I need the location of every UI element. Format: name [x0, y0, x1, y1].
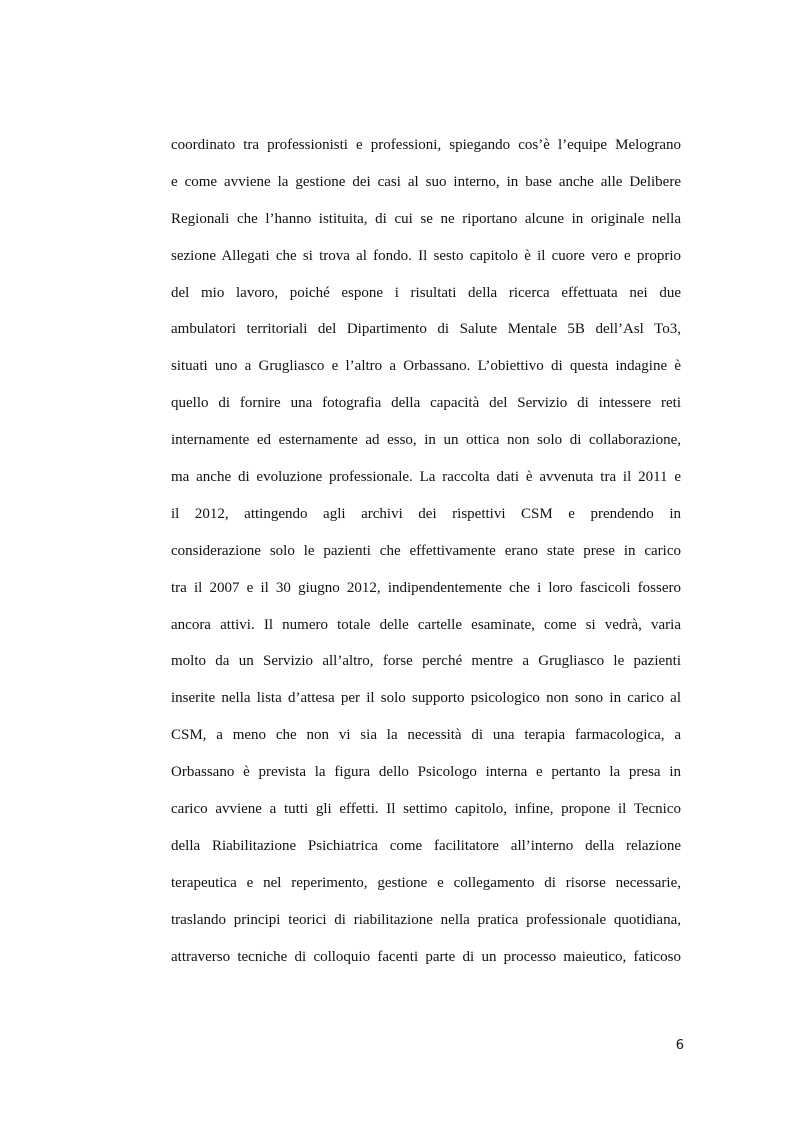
text-line: attraverso tecniche di colloquio facenti parte di un processo maieutico, faticoso — [171, 948, 681, 965]
text-line: traslando principi teorici di riabilitazione nella pratica professionale quotidiana, — [171, 911, 681, 928]
text-line: tra il 2007 e il 30 giugno 2012, indipendentemente che i loro fascicoli fossero — [171, 579, 681, 596]
text-line: terapeutica e nel reperimento, gestione e collegamento di risorse necessarie, — [171, 874, 681, 891]
text-line: e come avviene la gestione dei casi al suo interno, in base anche alle Delibere — [171, 173, 681, 190]
text-line: considerazione solo le pazienti che effettivamente erano state prese in carico — [171, 542, 681, 559]
text-line: della Riabilitazione Psichiatrica come facilitatore all’interno della relazione — [171, 837, 681, 854]
text-line: ancora attivi. Il numero totale delle cartelle esaminate, come si vedrà, varia — [171, 616, 681, 633]
text-line: situati uno a Grugliasco e l’altro a Orbassano. L’obiettivo di questa indagine è — [171, 358, 681, 375]
text-line: inserite nella lista d’attesa per il solo supporto psicologico non sono in carico al — [171, 690, 681, 707]
text-line: quello di fornire una fotografia della capacità del Servizio di intessere reti — [171, 395, 681, 412]
text-line: internamente ed esternamente ad esso, in un ottica non solo di collaborazione, — [171, 432, 681, 449]
text-line: coordinato tra professionisti e professioni, spiegando cos’è l’equipe Melograno — [171, 137, 681, 153]
text-line: carico avviene a tutti gli effetti. Il settimo capitolo, infine, propone il Tecnico — [171, 801, 681, 818]
text-line: Regionali che l’hanno istituita, di cui se ne riportano alcune in originale nella — [171, 210, 681, 227]
text-line: ma anche di evoluzione professionale. La raccolta dati è avvenuta tra il 2011 e — [171, 469, 681, 486]
text-line: ambulatori territoriali del Dipartimento di Salute Mentale 5B dell’Asl To3, — [171, 321, 681, 338]
body-paragraph — [171, 127, 681, 975]
text-line: molto da un Servizio all’altro, forse perché mentre a Grugliasco le pazienti — [171, 653, 681, 670]
page-number: 6 — [675, 1038, 684, 1053]
text-line: sezione Allegati che si trova al fondo. Il sesto capitolo è il cuore vero e proprio — [171, 247, 681, 264]
text-line: il 2012, attingendo agli archivi dei rispettivi CSM e prendendo in — [171, 505, 681, 522]
text-line: del mio lavoro, poiché espone i risultati della ricerca effettuata nei due — [171, 284, 681, 301]
text-line: Orbassano è prevista la figura dello Psicologo interna e pertanto la presa in — [171, 764, 681, 781]
text-line: CSM, a meno che non vi sia la necessità di una terapia farmacologica, a — [171, 727, 681, 744]
